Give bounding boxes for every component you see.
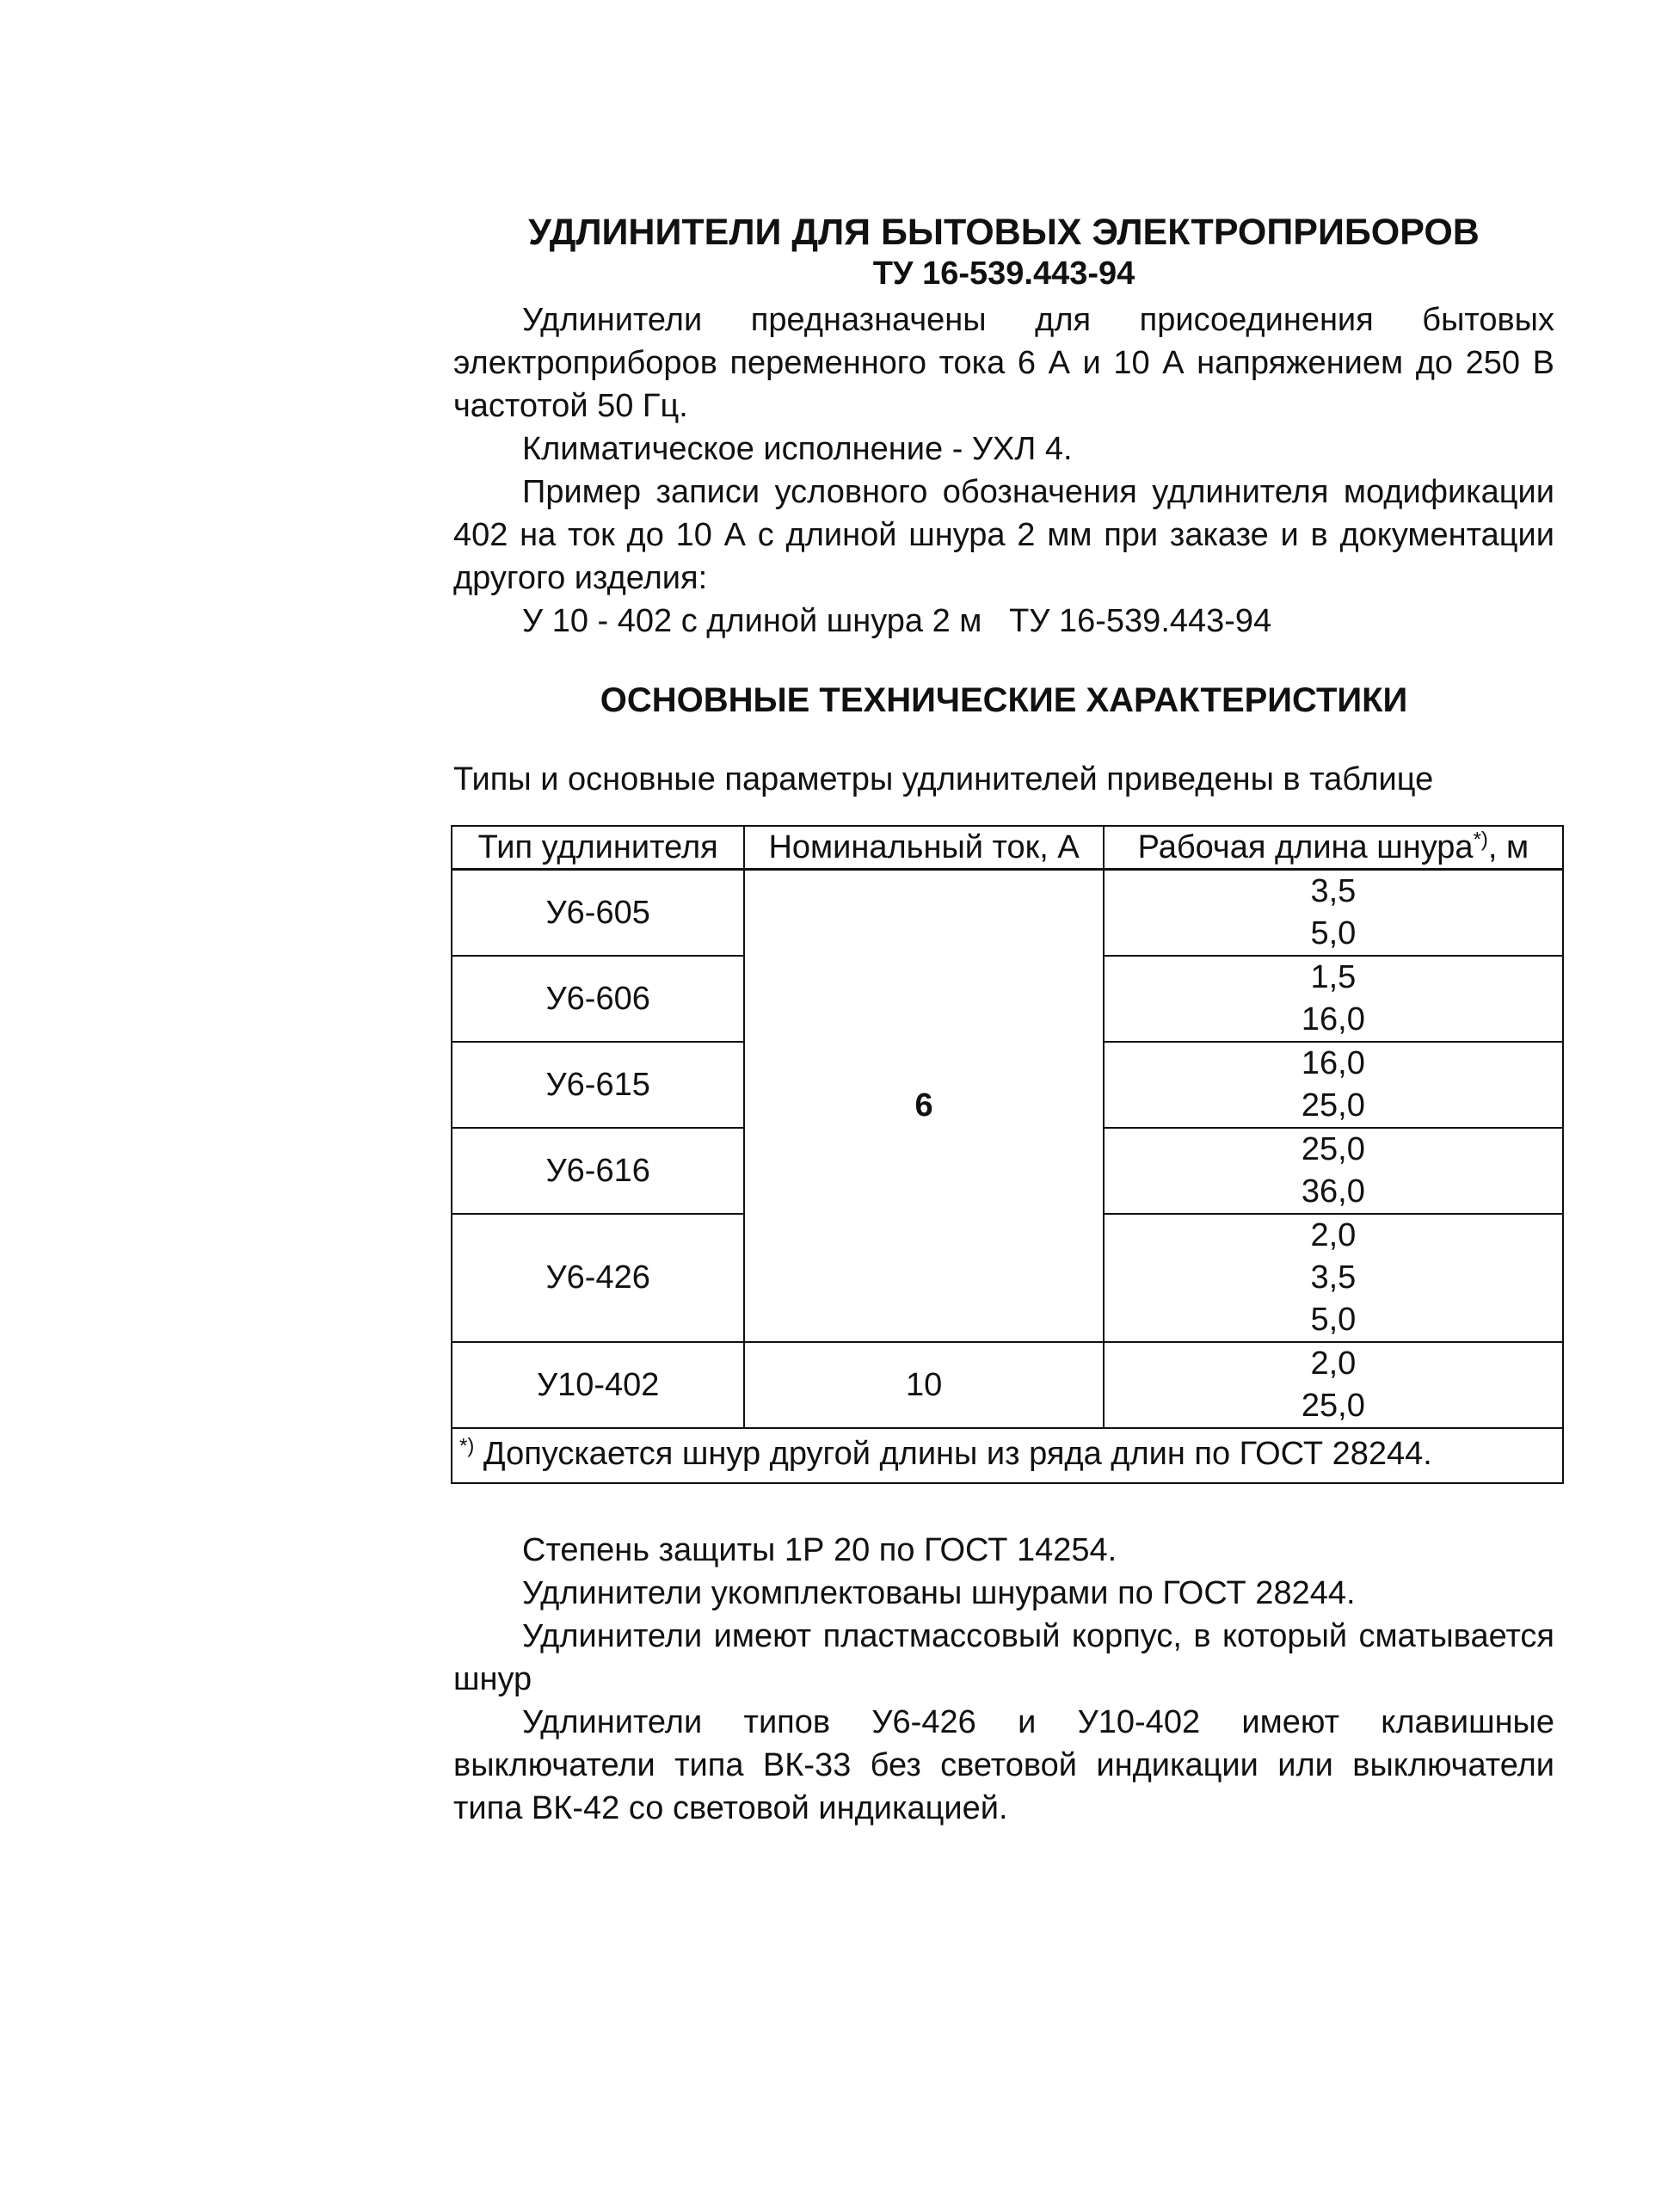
table-header-row xyxy=(452,826,1563,870)
header-type: Тип удлинителя xyxy=(452,826,744,870)
paragraph-protection: Степень защиты 1Р 20 по ГОСТ 14254. xyxy=(522,1532,1117,1568)
paragraph-cords: Удлинители укомплектованы шнурами по ГОСТ 28244. xyxy=(522,1575,1356,1611)
cell-current-group: 6 xyxy=(744,870,1103,1343)
header-length-footnote-mark: *) xyxy=(1473,828,1488,852)
after-table-section xyxy=(453,1529,1554,1830)
length-value: 1,5 xyxy=(1310,959,1357,995)
cell-lengths xyxy=(1104,1128,1563,1214)
cell-type: У6-605 xyxy=(452,870,744,957)
header-length xyxy=(1104,826,1563,870)
length-value: 3,5 xyxy=(1310,873,1357,909)
cell-type: У6-616 xyxy=(452,1128,744,1214)
table-footnote-row xyxy=(452,1428,1563,1483)
footnote-text: Допускается шнур другой длины из ряда длин по ГОСТ 28244. xyxy=(474,1436,1432,1472)
specs-table xyxy=(451,825,1564,1484)
cell-lengths xyxy=(1104,1214,1563,1342)
section-heading: ОСНОВНЫЕ ТЕХНИЧЕСКИЕ ХАРАКТЕРИСТИКИ xyxy=(600,681,1408,719)
length-value: 16,0 xyxy=(1301,1001,1365,1037)
length-value: 5,0 xyxy=(1310,915,1357,951)
table-row xyxy=(452,870,1563,957)
paragraph-climate: Климатическое исполнение - УХЛ 4. xyxy=(522,431,1073,467)
length-value: 25,0 xyxy=(1301,1131,1365,1167)
table-intro: Типы и основные параметры удлинителей приведены в таблице xyxy=(453,761,1434,797)
cell-type: У6-606 xyxy=(452,956,744,1042)
cell-type: У6-426 xyxy=(452,1214,744,1342)
header-current: Номинальный ток, А xyxy=(744,826,1103,870)
paragraph-example: Пример записи условного обозначения удлинителя модификации 402 на ток до 10 А с длиной шнура 2 мм при заказе и в документации другого изделия: xyxy=(453,474,1554,596)
cell-lengths xyxy=(1104,956,1563,1042)
document-subtitle: ТУ 16-539.443-94 xyxy=(872,256,1135,292)
table-row xyxy=(452,1342,1563,1428)
length-value: 36,0 xyxy=(1301,1173,1365,1210)
length-value: 2,0 xyxy=(1310,1217,1357,1253)
document-title: УДЛИНИТЕЛИ ДЛЯ БЫТОВЫХ ЭЛЕКТРОПРИБОРОВ xyxy=(528,212,1480,253)
table-footnote xyxy=(452,1428,1563,1483)
header-length-label: Рабочая длина шнура xyxy=(1137,829,1474,865)
paragraph-purpose: Удлинители предназначены для присоединения бытовых электроприборов переменного тока 6 А и 10 А напряжением до 250 В частотой 50 Гц. xyxy=(453,302,1554,424)
header-length-unit: , м xyxy=(1487,829,1529,865)
length-value: 5,0 xyxy=(1310,1302,1357,1338)
cell-type: У6-615 xyxy=(452,1042,744,1128)
document-page xyxy=(453,211,1554,1830)
length-value: 3,5 xyxy=(1310,1259,1357,1296)
length-value: 2,0 xyxy=(1310,1345,1357,1382)
length-value: 25,0 xyxy=(1301,1087,1365,1124)
cell-lengths xyxy=(1104,1042,1563,1128)
paragraph-housing: Удлинители имеют пластмассовый корпус, в который сматывается шнур xyxy=(453,1618,1554,1697)
cell-current: 10 xyxy=(744,1342,1103,1428)
paragraph-designation: У 10 - 402 с длиной шнура 2 м ТУ 16-539.443-94 xyxy=(522,603,1272,639)
length-value: 16,0 xyxy=(1301,1045,1365,1081)
cell-lengths xyxy=(1104,1342,1563,1428)
footnote-mark: *) xyxy=(459,1434,475,1458)
paragraph-switches: Удлинители типов У6-426 и У10-402 имеют клавишные выключатели типа ВК-33 без световой индикации или выключатели типа ВК-42 со световой индикацией. xyxy=(453,1704,1554,1826)
cell-type: У10-402 xyxy=(452,1342,744,1428)
length-value: 25,0 xyxy=(1301,1388,1365,1424)
cell-lengths xyxy=(1104,870,1563,957)
